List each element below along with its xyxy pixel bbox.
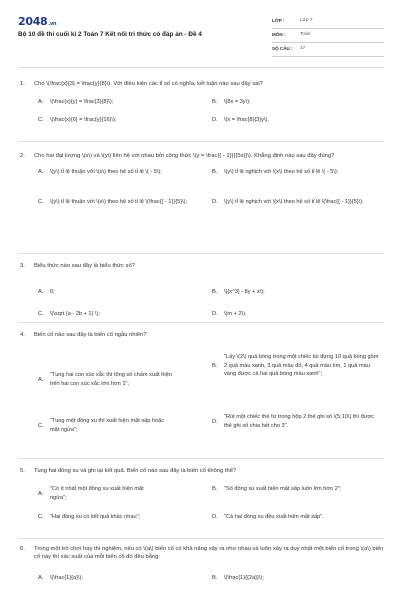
options [38,479,384,539]
question-stem [20,331,384,339]
question-number: 2. [20,153,25,159]
question-divider [18,538,384,539]
question-number: 4. [20,332,25,338]
option-letter: B. [212,486,218,493]
option-d[interactable] [212,513,384,521]
meta-row-class [272,15,384,29]
question-number: 6. [20,546,25,552]
option-text: "Có ít nhất một đồng xu xuất hiện mặt ngửa"; [50,486,144,501]
option-d[interactable] [212,413,384,430]
option-letter: C. [38,311,44,318]
option-b[interactable] [212,168,384,176]
option-text: \(y\) tỉ lệ nghịch với \(x\) theo hệ số tỉ lệ \( - 5\); [224,169,339,176]
question-text: Biểu thức nào sau đây là biểu thức số? [34,263,135,269]
options [38,566,384,590]
option-c[interactable] [38,310,206,318]
logo-main: 2048 [18,15,48,28]
option-letter: D. [212,199,218,206]
option-text: \(y\) tỉ lệ thuận với \(x\) theo hệ số tỉ lệ \( - 5\); [50,169,162,176]
option-text: \({x^3} - 8y + z\); [224,289,265,296]
question-text: Cho \(\frac{x}{3} = \frac{y}{8}\). Với điều kiện các tỉ số có nghĩa, kết luận nào sau đây sai? [34,81,263,87]
option-letter: D. [212,117,218,124]
question-4 [20,331,384,455]
option-letter: A. [38,376,44,383]
question-number: 5. [20,468,25,474]
option-text: \(\frac{x}{6} = \frac{y}{16}\); [50,117,117,124]
meta-row-subject [272,29,384,43]
meta-key: SỐ CÂU : [272,46,293,52]
option-letter: A. [38,490,44,497]
option-text: \(8x = 3y\); [224,99,251,106]
option-letter: C. [38,199,44,206]
option-b[interactable] [212,485,384,493]
option-letter: C. [38,117,44,124]
option-text: "Rút một chiếc thẻ từ trong hộp 2 thẻ ghi số \(5;10\) thì được thẻ ghi số chia hết cho 3". [224,414,374,429]
meta-value: Lớp 7 [300,18,313,24]
option-b[interactable] [212,574,384,582]
question-stem [20,467,384,475]
question-stem [20,262,384,270]
option-text: \(\frac{1}{{2a}}\); [224,574,264,581]
logo-suffix: .vn [48,21,57,27]
option-letter: B. [212,289,218,296]
option-a[interactable] [38,168,206,176]
option-a[interactable] [38,485,206,502]
option-text: \(\sqrt {a - 2b + 1} \); [50,311,100,318]
options [38,274,384,324]
question-text: Biến cố nào sau đây là biến cố ngẫu nhiên? [34,332,147,338]
option-d[interactable] [212,198,384,206]
option-letter: A. [38,574,44,581]
option-letter: B. [212,99,218,106]
option-text: \(y\) tỉ lệ nghịch với \(x\) theo hệ số tỉ lệ \(\frac{{ - 1}}{5}\). [224,199,364,206]
option-letter: B. [212,362,218,369]
option-letter: A. [38,289,44,296]
question-number: 1. [20,81,25,87]
meta-key: MÔN : [272,32,286,38]
option-text: "Tung hai con xúc xắc thì tổng số chấm xuất hiện trên hai con xúc xắc lớn hơn 1"; [50,372,172,387]
question-stem [20,545,384,562]
question-text: Trong một trò chơi hay thí nghiệm, nếu có \(a\) biến cố có khả năng xảy ra như nhau và luôn xảy ra duy nhất một biến cố trong \(a\) biến cố này thì xác suất của mỗi biến cố đó đều bằng: [34,546,384,561]
option-c[interactable] [38,513,206,521]
meta-value: Toán [300,32,311,38]
question-stem [20,152,384,160]
option-text: \(m + 2\). [224,311,247,318]
meta-key: LỚP : [272,18,285,24]
question-3 [20,262,384,324]
document-header [18,14,384,60]
option-text: \(y\) tỉ lệ thuận với \(x\) theo hệ số tỉ lệ \(\frac{{ - 1}}{5}\); [50,199,188,206]
option-text: "Hai đồng xu có kết quả khác nhau"; [50,514,141,521]
question-6 [20,545,384,590]
option-b[interactable] [212,288,384,296]
option-c[interactable] [38,198,206,206]
option-d[interactable] [212,116,384,124]
question-divider [18,458,384,459]
option-text: "Cả hai đồng xu đều xuất hiện mặt sấp". [224,514,324,521]
option-text: \(\frac{x}{y} = \frac{3}{8}\); [50,99,114,106]
option-d[interactable] [212,310,384,318]
option-a[interactable] [38,574,206,582]
option-letter: D. [212,514,218,521]
question-stem [20,80,384,88]
question-divider [18,253,384,254]
document-title: Bộ 10 đề thi cuối kì 2 Toán 7 Kết nối tri thức có đáp án - Đề 4 [18,31,202,38]
option-text: "Tung một đồng xu thì xuất hiện mặt sấp hoặc mặt ngửa"; [50,418,165,433]
question-2 [20,152,384,234]
site-logo[interactable] [18,14,56,30]
meta-row-count [272,43,384,57]
option-text: 0; [50,289,55,296]
question-text: Cho hai đại lượng \(x\) và \(y\) liên hệ với nhau bởi công thức \(y = \frac{{ - 1}}{{5x}}\). Khẳng định nào sau đây đúng? [34,153,335,159]
option-c[interactable] [38,417,206,434]
question-text: Tung hai đồng xu và ghi lại kết quả. Biến cố nào sau đây là biến cố không thể? [34,468,237,474]
meta-value: 17 [300,46,306,52]
question-divider [18,322,384,323]
question-5 [20,467,384,539]
option-letter: A. [38,169,44,176]
option-letter: B. [212,574,218,581]
option-text: \(x = \frac{8}{3}y\). [224,117,269,124]
option-a[interactable] [38,98,206,106]
option-a[interactable] [38,288,206,296]
question-divider [18,141,384,142]
option-c[interactable] [38,116,206,124]
option-b[interactable] [212,98,384,106]
option-letter: D. [212,418,218,425]
option-letter: C. [38,514,44,521]
option-b[interactable] [212,353,384,378]
header-divider [18,67,384,68]
option-text: "Lấy \(2\) quả bóng trong một chiếc túi đựng 10 quả bóng gồm 2 quả màu xanh, 3 quả màu đỏ, 4 quả màu tím, 1 quả màu vàng được cả hai quả bóng màu xanh"; [224,354,379,378]
option-letter: A. [38,99,44,106]
options [38,164,384,234]
options [38,343,384,455]
option-letter: B. [212,169,218,176]
meta-info [272,15,384,57]
options [38,92,384,132]
option-text: \(\frac{1}{a}\); [50,574,83,581]
option-letter: C. [38,422,44,429]
question-1 [20,80,384,132]
option-letter: D. [212,311,218,318]
option-text: "Số đồng xu xuất hiện mặt sấp luôn lớn hơn 2"; [224,486,342,493]
option-a[interactable] [38,371,206,388]
question-number: 3. [20,263,25,269]
